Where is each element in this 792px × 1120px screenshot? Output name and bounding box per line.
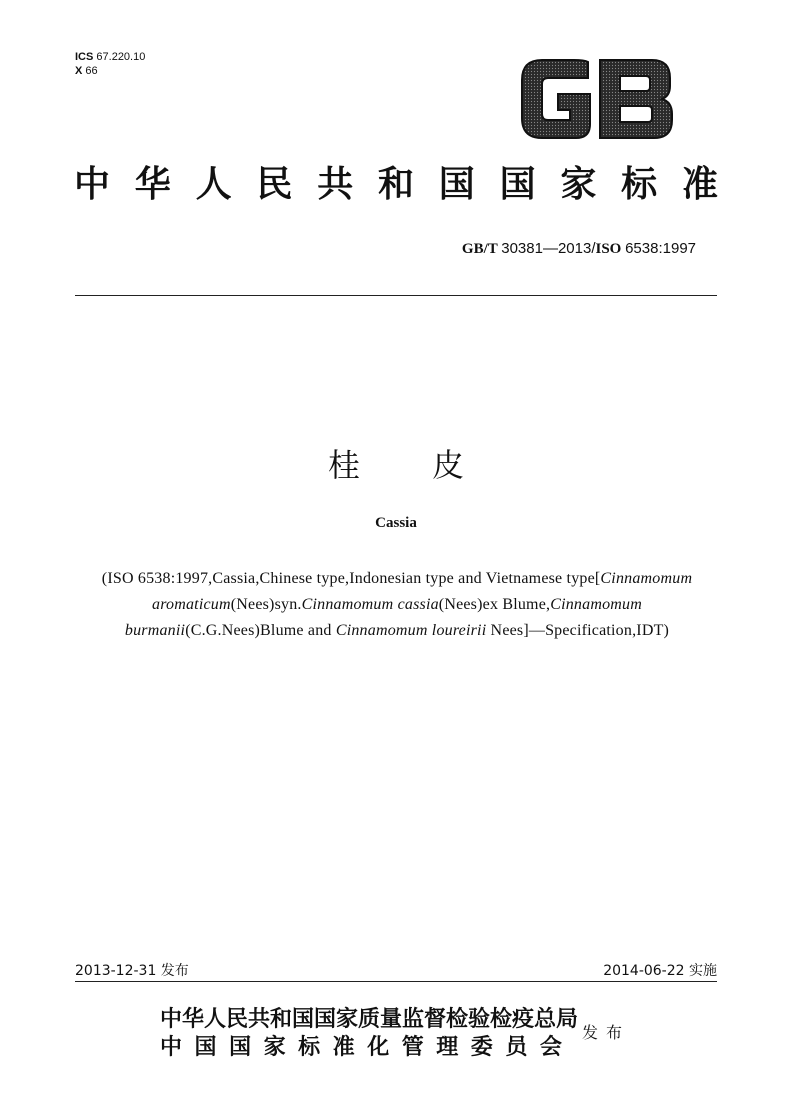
title-cn-char: 皮: [432, 446, 465, 484]
title-char: 标: [621, 164, 658, 205]
footer-divider: [75, 981, 717, 982]
number-iso-body: 6538:1997: [625, 240, 696, 257]
gb-logo: [518, 58, 674, 140]
issuing-authorities: [160, 1006, 578, 1062]
number-body: 30381—2013/: [501, 240, 596, 257]
title-char: 民: [256, 164, 293, 205]
title-char: 国: [438, 164, 475, 205]
title-char: 家: [560, 164, 597, 205]
ics-label: ICS: [75, 51, 94, 63]
issued-label: 发布: [582, 1023, 631, 1042]
title-cn-char: 桂: [327, 446, 360, 484]
document-title-cn: [0, 440, 792, 486]
title-char: 人: [195, 164, 232, 205]
title-char: 和: [377, 164, 414, 205]
ics-value: 67.220.10: [96, 51, 146, 63]
document-title-en: Cassia: [375, 515, 417, 531]
title-char: 中: [74, 164, 111, 205]
ccs-label: X: [75, 65, 83, 77]
issuer-aqsiq: 中华人民共和国国家质量监督检验检疫总局: [160, 1007, 579, 1032]
issuer-sac: 中 国 国 家 标 准 化 管 理 委 员 会: [160, 1035, 562, 1060]
header-divider: [75, 295, 717, 296]
title-char: 共: [317, 164, 354, 205]
ccs-value: 66: [85, 65, 98, 77]
document-subtitle: (ISO 6538:1997,Cassia,Chinese type,Indonesian type and Vietnamese type[Cinnamomum aromaticum(Nees)syn.Cinnamomum cassia(Nees)ex Blume,Cinnamomum burmanii(C.G.Nees)Blume and Cinnamomum loureirii Nees]—Specification,IDT): [101, 570, 693, 639]
title-char: 准: [681, 164, 718, 205]
classification-codes: [75, 50, 145, 78]
title-char: 国: [499, 164, 536, 205]
standard-number: [462, 240, 696, 258]
standard-title: [74, 160, 718, 210]
issue-date: 2013-12-31 发布: [75, 963, 189, 979]
number-prefix: GB/T: [461, 241, 498, 257]
implementation-date: 2014-06-22 实施: [603, 963, 717, 979]
number-iso: ISO: [595, 241, 622, 257]
title-char: 华: [134, 164, 171, 205]
